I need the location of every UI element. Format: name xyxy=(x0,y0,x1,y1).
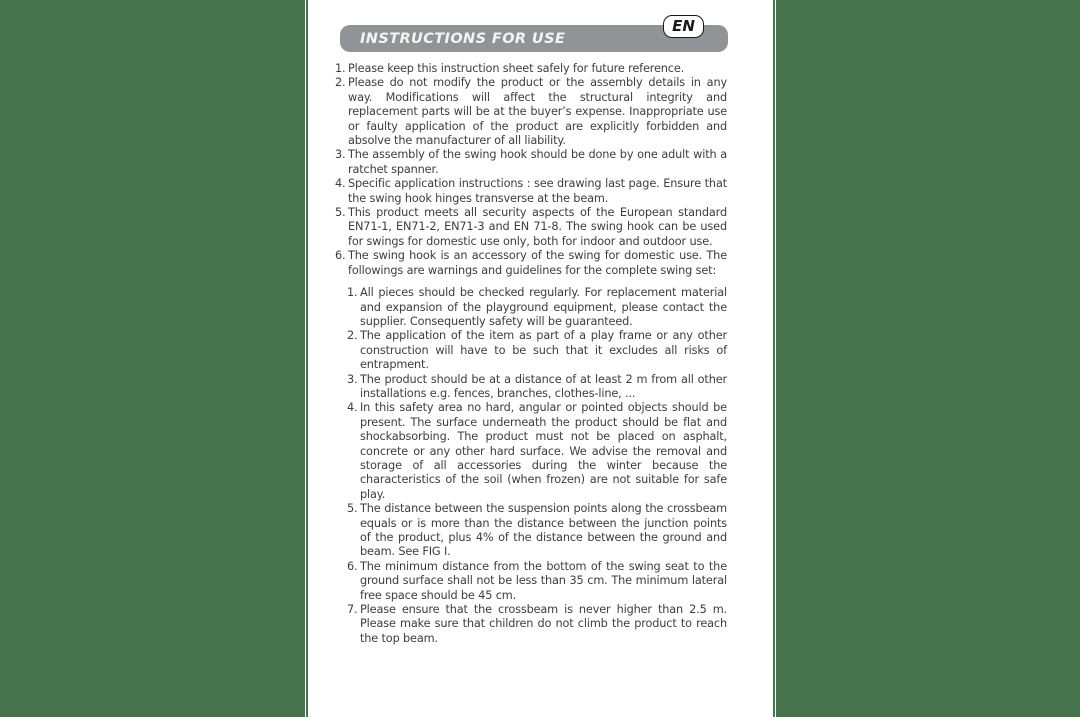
item-text: The application of the item as part of a play frame or any other construction will have to be such that it excludes all risks of entrapment. xyxy=(360,329,727,372)
guideline-item xyxy=(347,401,727,502)
instruction-item xyxy=(335,206,727,249)
item-number: 2. xyxy=(347,329,358,343)
item-number: 3. xyxy=(335,148,346,162)
item-text: The swing hook is an accessory of the swing for domestic use. The followings are warnings and guidelines for the complete swing set: xyxy=(348,249,727,277)
swing-set-guidelines-list xyxy=(347,286,727,646)
item-text: All pieces should be checked regularly. For replacement material and expansion of the playground equipment, please contact the supplier. Consequently safety will be guaranteed. xyxy=(360,286,727,328)
item-number: 4. xyxy=(335,177,346,191)
item-number: 5. xyxy=(335,206,346,220)
item-number: 1. xyxy=(335,62,346,75)
item-text: Please keep this instruction sheet safely for future reference. xyxy=(348,62,685,75)
item-number: 7. xyxy=(347,603,358,617)
instruction-item xyxy=(335,249,727,278)
guideline-item xyxy=(347,286,727,329)
instruction-item xyxy=(335,177,727,206)
item-number: 4. xyxy=(347,401,358,415)
item-number: 6. xyxy=(335,249,346,263)
guideline-item xyxy=(347,560,727,603)
item-text: The product should be at a distance of at least 2 m from all other installations e.g. fences, branches, clothes-line, ... xyxy=(360,372,727,400)
language-badge: EN xyxy=(663,15,704,38)
item-text: This product meets all security aspects of the European standard EN71-1, EN71-2, EN71-3 and EN 71-8. The swing hook can be used for swings for domestic use only, both for indoor and outdoor use. xyxy=(348,206,727,248)
item-text: Please do not modify the product or the assembly details in any way. Modifications will affect the structural integrity and replacement parts will be at the buyer’s expense. Inappropriate use or faulty application of the product are explicitly forbidden and absolve the manufacturer of all liability. xyxy=(348,76,727,148)
guideline-item xyxy=(347,329,727,372)
instruction-item xyxy=(335,62,727,76)
item-text: The distance between the suspension points along the crossbeam equals or is more than the distance between the junction points of the product, plus 4% of the distance between the ground and beam. See FIG I. xyxy=(360,502,727,559)
guideline-item xyxy=(347,373,727,402)
item-number: 3. xyxy=(347,372,358,386)
item-text: Please ensure that the crossbeam is never higher than 2.5 m. Please make sure that children do not climb the product to reach the top beam. xyxy=(360,603,727,645)
item-number: 5. xyxy=(347,502,358,516)
item-text: Specific application instructions : see drawing last page. Ensure that the swing hook hinges transverse at the beam. xyxy=(348,177,727,205)
guideline-item xyxy=(347,603,727,646)
right-page-edge-line xyxy=(775,0,776,717)
item-number: 2. xyxy=(335,76,346,90)
instruction-item xyxy=(335,148,727,177)
item-text: In this safety area no hard, angular or pointed objects should be present. The surface underneath the product should be flat and shockabsorbing. The product must not be placed on asphalt, concrete or any other hard surface. We advise the removal and storage of all accessories during the winter because the characteristics of the soil (when frozen) are not suitable for safe play. xyxy=(360,401,727,501)
page-title: INSTRUCTIONS FOR USE xyxy=(360,31,566,47)
item-text: The minimum distance from the bottom of the swing seat to the ground surface shall not be less than 35 cm. The minimum lateral free space should be 45 cm. xyxy=(360,559,727,602)
instructions-content xyxy=(335,62,727,646)
instruction-item xyxy=(335,76,727,148)
left-page-edge-line xyxy=(305,0,306,717)
guideline-item xyxy=(347,502,727,560)
item-number: 1. xyxy=(347,286,358,300)
item-text: The assembly of the swing hook should be done by one adult with a ratchet spanner. xyxy=(348,148,727,176)
item-number: 6. xyxy=(347,559,358,573)
